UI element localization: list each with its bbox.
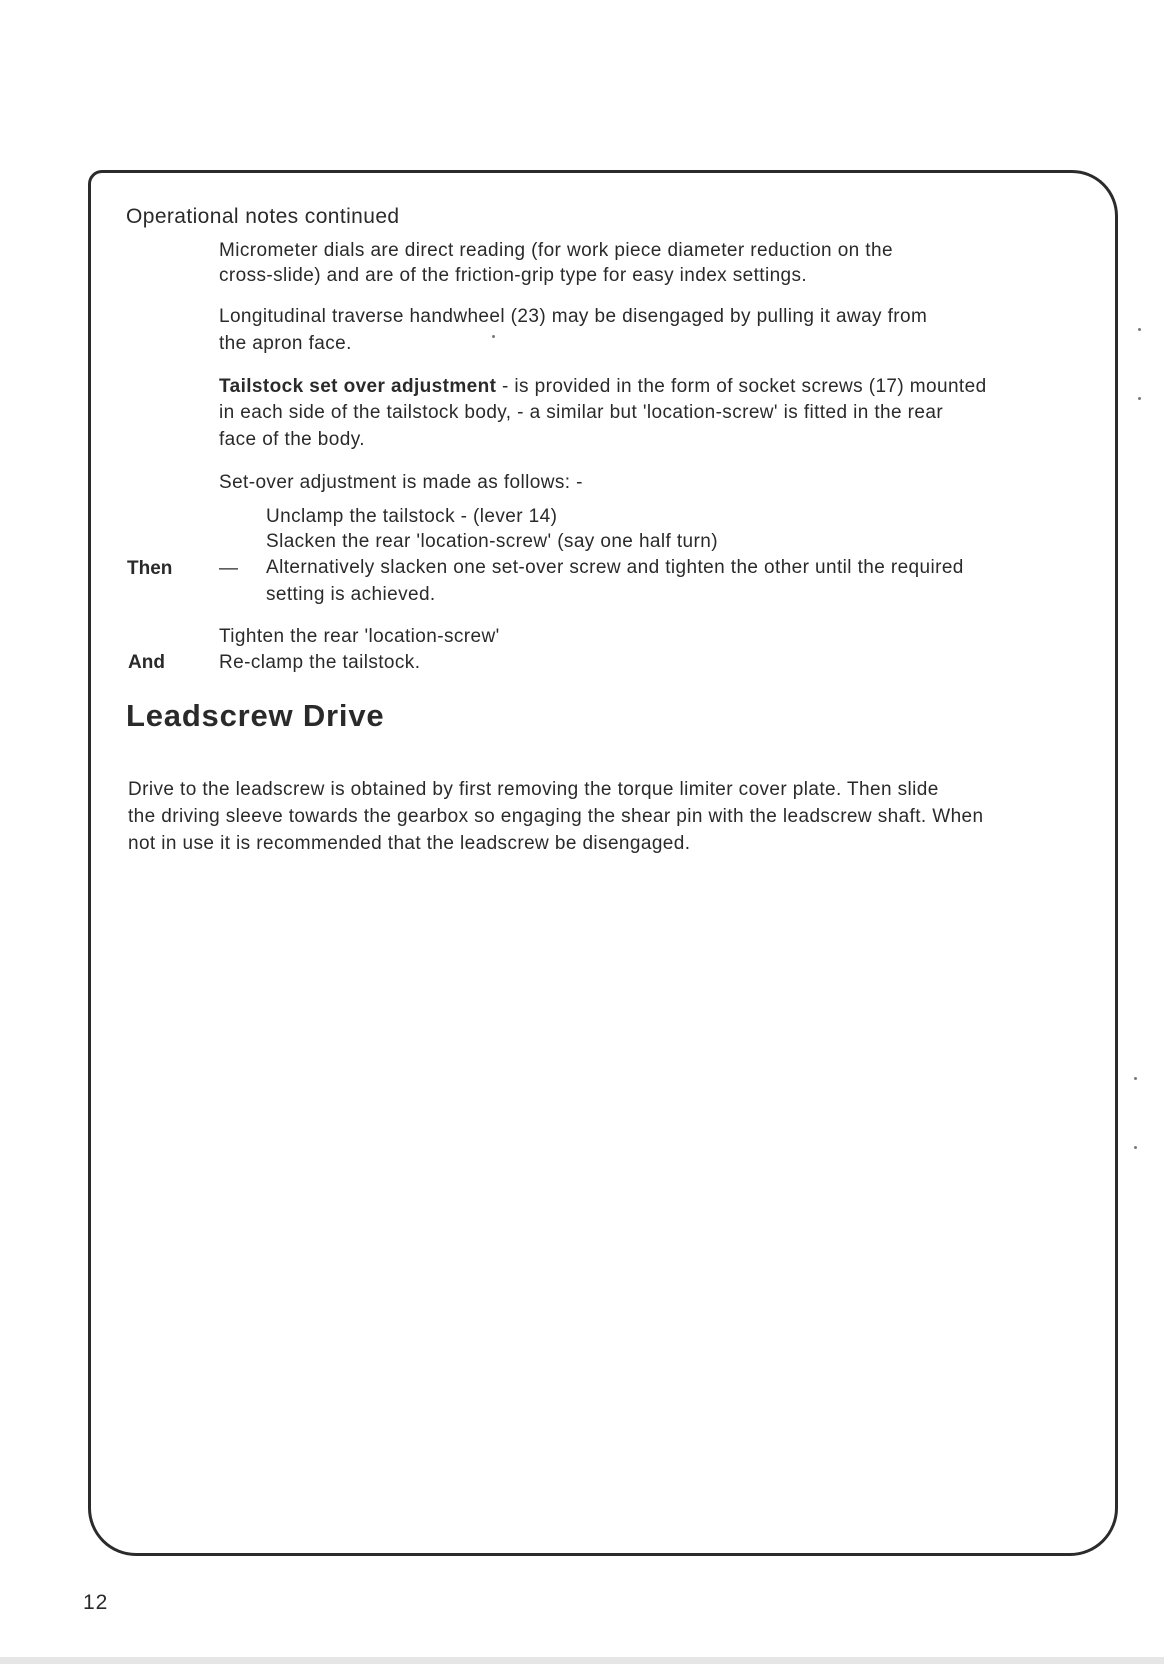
scan-speck: [1138, 397, 1141, 400]
scan-speck: [1138, 328, 1141, 331]
step-reclamp: Re-clamp the tailstock.: [219, 652, 421, 673]
step-unclamp: Unclamp the tailstock - (lever 14): [266, 506, 558, 527]
setover-intro: Set-over adjustment is made as follows: -: [219, 472, 583, 493]
leadscrew-line-1: Drive to the leadscrew is obtained by first removing the torque limiter cover plate. Then slide: [128, 779, 939, 800]
page-number: 12: [83, 1591, 109, 1614]
tailstock-line-3: face of the body.: [219, 429, 365, 450]
scan-bottom-strip: [0, 1657, 1164, 1664]
step-slacken: Slacken the rear 'location-screw' (say one half turn): [266, 531, 718, 552]
scan-speck: [1134, 1077, 1137, 1080]
micrometer-line-1: Micrometer dials are direct reading (for work piece diameter reduction on the: [219, 240, 893, 261]
handwheel-line-1: Longitudinal traverse handwheel (23) may be disengaged by pulling it away from: [219, 306, 928, 327]
handwheel-line-2: the apron face.: [219, 333, 352, 354]
step-alternatively-line-1: Alternatively slacken one set-over screw and tighten the other until the required: [266, 557, 964, 578]
then-label: Then: [127, 558, 173, 579]
tailstock-title: Tailstock set over adjustment: [219, 376, 497, 397]
step-alternatively-line-2: setting is achieved.: [266, 584, 436, 605]
step-tighten: Tighten the rear 'location-screw': [219, 626, 500, 647]
scan-speck: [492, 335, 495, 338]
and-label: And: [128, 652, 165, 673]
tailstock-line-1-rest: - is provided in the form of socket screws (17) mounted: [496, 376, 987, 397]
section-label: Operational notes continued: [126, 205, 400, 228]
tailstock-line-1: [219, 374, 987, 400]
then-dash: —: [219, 558, 239, 579]
leadscrew-heading: Leadscrew Drive: [126, 698, 385, 733]
leadscrew-line-3: not in use it is recommended that the leadscrew be disengaged.: [128, 833, 691, 854]
tailstock-line-2: in each side of the tailstock body, - a similar but 'location-screw' is fitted in the rear: [219, 402, 944, 423]
scan-speck: [1134, 1146, 1137, 1149]
leadscrew-line-2: the driving sleeve towards the gearbox so engaging the shear pin with the leadscrew shaft. When: [128, 806, 984, 827]
micrometer-line-2: cross-slide) and are of the friction-grip type for easy index settings.: [219, 265, 808, 286]
